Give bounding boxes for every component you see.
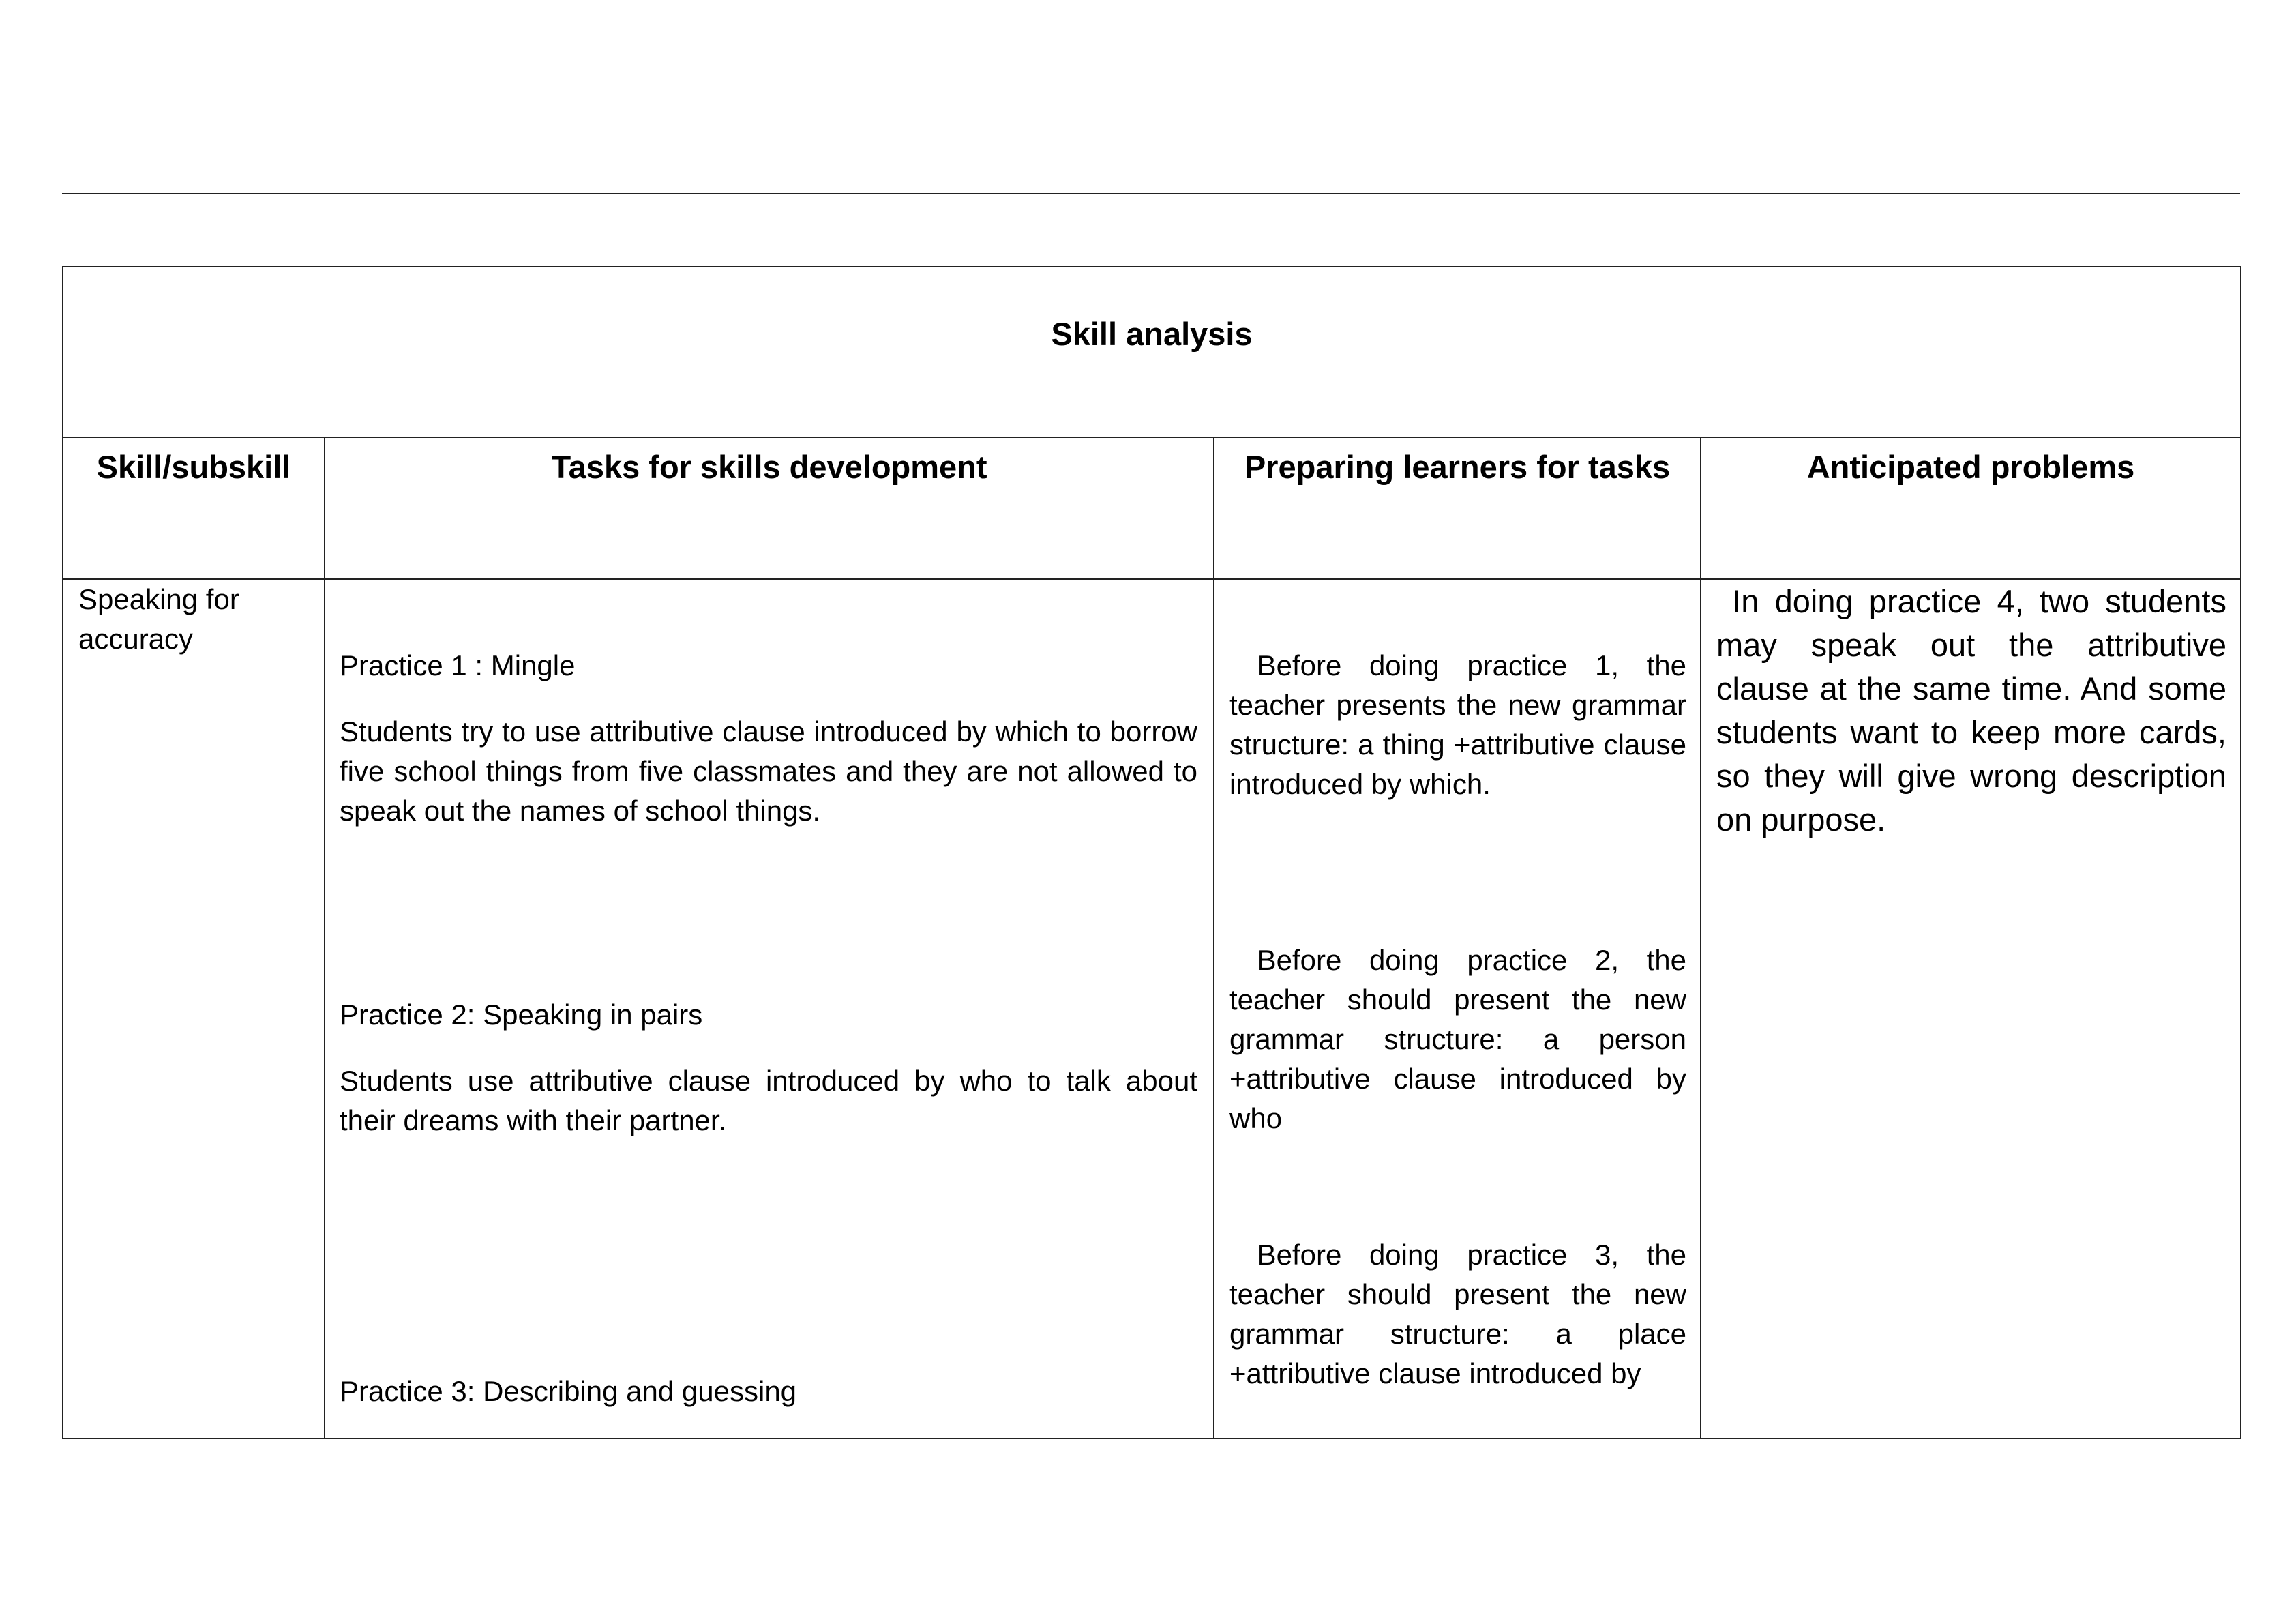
header-rule (62, 193, 2240, 194)
task-2-title: Practice 2: Speaking in pairs (340, 999, 703, 1031)
task-1-description: Students try to use attributive clause introduced by which to borrow five school things from five classmates and they are not allowed to speak out the names of school things. (340, 715, 1197, 827)
preparing-practice-3: Before doing practice 3, the teacher should present the new grammar structure: a place +attributive clause introduced by (1229, 1239, 1695, 1389)
column-divider (1700, 438, 1701, 1438)
preparing-practice-1: Before doing practice 1, the teacher presents the new grammar structure: a thing +attributive clause introduced by which. (1229, 649, 1695, 800)
task-3-title: Practice 3: Describing and guessing (340, 1375, 797, 1407)
column-divider (1213, 438, 1214, 1438)
task-2-description: Students use attributive clause introduced by who to talk about their dreams with their partner. (340, 1065, 1197, 1136)
header-preparing-learners: Preparing learners for tasks (1244, 449, 1671, 485)
table-title-row (63, 267, 2240, 438)
header-tasks: Tasks for skills development (551, 449, 987, 485)
preparing-practice-2: Before doing practice 2, the teacher should present the new grammar structure: a person +attributive clause introduced by who (1229, 944, 1695, 1134)
task-1-title: Practice 1 : Mingle (340, 649, 576, 681)
skill-analysis-table (62, 266, 2241, 1439)
header-anticipated-problems: Anticipated problems (1806, 449, 2135, 485)
anticipated-problems-text: In doing practice 4, two students may speak out the attributive clause at the same time. And some students want to keep more cards, so they will give wrong description on purpose. (1716, 583, 2236, 838)
skill-cell: Speaking for accuracy (78, 583, 239, 655)
header-skill-subskill: Skill/subskill (96, 449, 291, 485)
table-title: Skill analysis (1051, 316, 1253, 352)
column-divider (324, 438, 325, 1438)
